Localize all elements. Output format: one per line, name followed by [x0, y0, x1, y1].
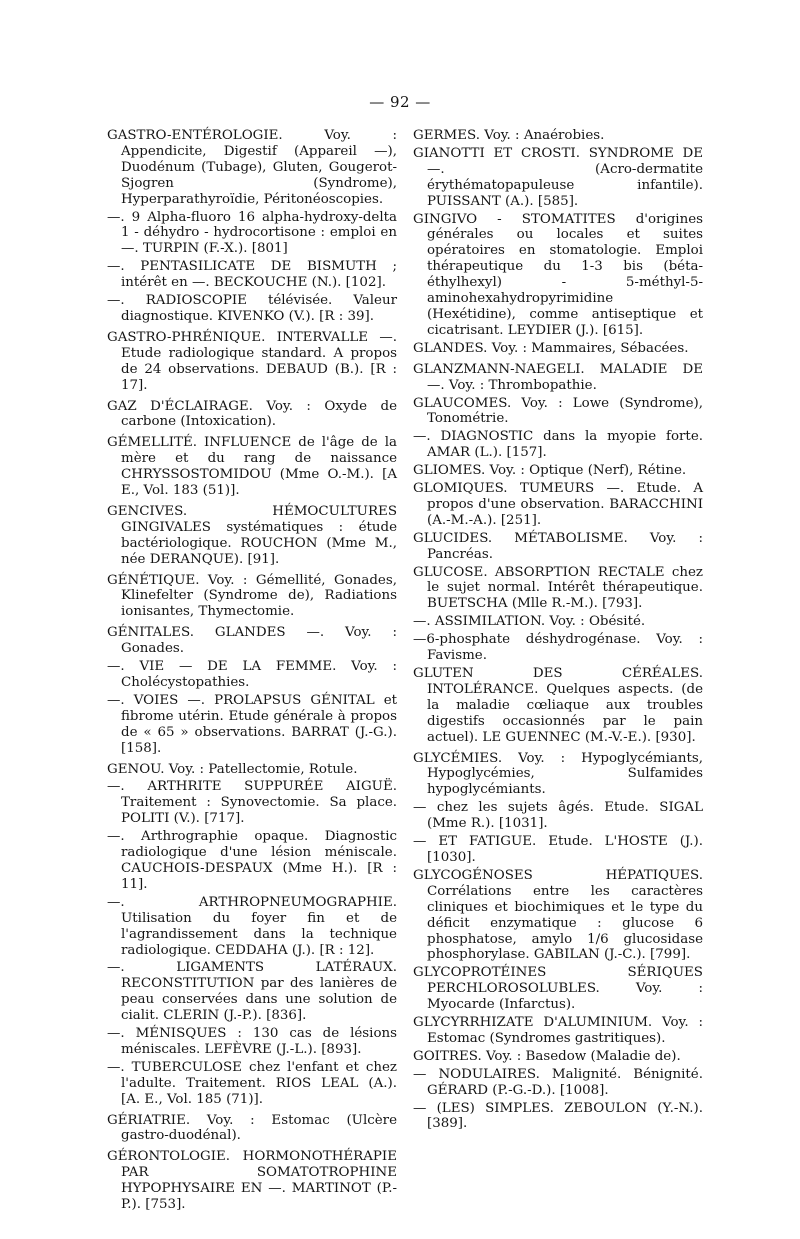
index-entry: GOITRES. Voy. : Basedow (Maladie de). [413, 1048, 681, 1064]
index-entry: GLUTEN DES CÉRÉALES. INTOLÉRANCE. Quelques aspects. (de la maladie cœliaque aux troubles digestifs occasionnés par le pain actuel). LE GUENNEC (M.-V.-E.). [930]. [413, 666, 703, 745]
right-column [413, 128, 703, 1134]
index-entry: —. Arthrographie opaque. Diagnostic radiologique d'une lésion méniscale. CAUCHOIS-DESPAUX (Mme H.). [R : 11]. [107, 829, 397, 892]
index-entry: —. PENTASILICATE DE BISMUTH ; intérêt en —. BECKOUCHE (N.). [102]. [107, 259, 397, 291]
index-entry: GÉRONTOLOGIE. HORMONOTHÉRAPIE PAR SOMATOTROPHINE HYPOPHYSAIRE EN —. MARTINOT (P.-P.). [753]. [107, 1149, 397, 1213]
left-column [107, 128, 397, 1215]
index-entry: — NODULAIRES. Malignité. Bénignité. GÉRARD (P.-G.-D.). [1008]. [413, 1066, 703, 1098]
index-entry: GLUCOSE. ABSORPTION RECTALE chez le sujet normal. Intérêt thérapeutique. BUETSCHA (Mlle R.-M.). [793]. [413, 564, 703, 612]
index-entry: — chez les sujets âgés. Etude. SIGAL (Mme R.). [1031]. [413, 800, 703, 832]
index-entry: GERMES. Voy. : Anaérobies. [413, 128, 605, 143]
index-entry: —. VIE — DE LA FEMME. Voy. : Cholécystopathies. [107, 659, 397, 690]
index-entry: GLUCIDES. MÉTABOLISME. Voy. : Pancréas. [413, 530, 703, 562]
index-entry: —. VOIES —. PROLAPSUS GÉNITAL et fibrome utérin. Etude générale à propos de « 65 » observations. BARRAT (J.-G.). [158]. [107, 692, 397, 756]
index-entry: GLIOMES. Voy. : Optique (Nerf), Rétine. [413, 463, 687, 479]
index-entry: —. DIAGNOSTIC dans la myopie forte. AMAR (L.). [157]. [413, 429, 703, 461]
index-entry: GENOU. Voy. : Patellectomie, Rotule. [107, 761, 358, 777]
index-entry: —. LIGAMENTS LATÉRAUX. RECONSTITUTION par des lanières de peau conservées dans une solution de cialit. CLERIN (J.-P.). [836]. [107, 960, 397, 1024]
index-entry: GLYCOPROTÉINES SÉRIQUES PERCHLOROSOLUBLES. Voy. : Myocarde (Infarctus). [413, 965, 703, 1013]
index-entry: GLOMIQUES. TUMEURS —. Etude. A propos d'une observation. BARACCHINI (A.-M.-A.). [251]. [413, 481, 703, 528]
index-entry: —. ARTHROPNEUMOGRAPHIE. Utilisation du foyer fin et de l'agrandissement dans la technique radiologique. CEDDAHA (J.). [R : 12]. [107, 894, 397, 958]
index-entry: GÉNITALES. GLANDES —. Voy. : Gonades. [107, 625, 397, 657]
index-entry: GINGIVO - STOMATITES d'origines générales ou locales et suites opératoires en stomatologie. Emploi thérapeutique du 1-3 bis (béta-éthylhexyl) - 5-méthyl-5-aminohexahydropyrimidine (Hexétidine), comme antiseptique et cicatrisant. LEYDIER (J.). [615]. [413, 211, 703, 338]
index-entry: —. RADIOSCOPIE télévisée. Valeur diagnostique. KIVENKO (V.). [R : 39]. [107, 293, 397, 324]
index-entry: —. TUBERCULOSE chez l'enfant et chez l'adulte. Traitement. RIOS LEAL (A.). [A. E., Vol. 185 (71)]. [107, 1059, 397, 1107]
index-entry: GIANOTTI ET CROSTI. SYNDROME DE —. (Acro-dermatite érythématopapuleuse infantile). PUISSANT (A.). [585]. [413, 145, 703, 209]
index-entry: GÉRIATRIE. Voy. : Estomac (Ulcère gastro-duodénal). [107, 1112, 397, 1144]
index-entry: —6-phosphate déshydrogénase. Voy. : Favisme. [413, 632, 703, 664]
index-entry: — ET FATIGUE. Etude. L'HOSTE (J.). [1030]. [413, 834, 703, 865]
page-number: — 92 — [369, 93, 431, 111]
index-entry: GAZ D'ÉCLAIRAGE. Voy. : Oxyde de carbone (Intoxication). [107, 398, 397, 430]
index-entry: GLANDES. Voy. : Mammaires, Sébacées. [413, 340, 689, 356]
index-entry: GLYCOGÉNOSES HÉPATIQUES. Corrélations entre les caractères cliniques et biochimiques et le type du déficit enzymatique : glucose 6 phosphatose, amylo 1/6 glucosidase phosphorylase. GABILAN (J.-C.). [799]. [413, 867, 703, 963]
index-entry: —. ASSIMILATION. Voy. : Obésité. [413, 614, 646, 630]
index-entry: —. ARTHRITE SUPPURÉE AIGUË. Traitement : Synovectomie. Sa place. POLITI (V.). [717]. [107, 779, 397, 827]
index-entry: GLYCÉMIES. Voy. : Hypoglycémiants, Hypoglycémies, Sulfamides hypoglycémiants. [413, 750, 703, 798]
index-entry: GASTRO-ENTÉROLOGIE. Voy. : Appendicite, Digestif (Appareil —), Duodénum (Tubage), Gluten, Gougerot-Sjogren (Syndrome), Hyperparathyroïdie, Péritonéoscopies. [107, 128, 397, 207]
index-entry: GLANZMANN-NAEGELI. MALADIE DE —. Voy. : Thrombopathie. [413, 361, 703, 393]
index-entry: GASTRO-PHRÉNIQUE. INTERVALLE —. Etude radiologique standard. A propos de 24 observations. DEBAUD (B.). [R : 17]. [107, 329, 397, 393]
index-entry: —. MÉNISQUES : 130 cas de lésions méniscales. LEFÈVRE (J.-L.). [893]. [107, 1026, 397, 1057]
index-entry: GLAUCOMES. Voy. : Lowe (Syndrome), Tonométrie. [413, 395, 703, 427]
index-entry: GENCIVES. HÉMOCULTURES GINGIVALES systématiques : étude bactériologique. ROUCHON (Mme M., née DERANQUE). [91]. [107, 503, 397, 567]
index-entry: —. 9 Alpha-fluoro 16 alpha-hydroxy-delta 1 - déhydro - hydrocortisone : emploi en —. TURPIN (F.-X.). [801] [107, 209, 397, 257]
index-entry: GÉMELLITÉ. INFLUENCE de l'âge de la mère et du rang de naissance CHRYSSOSTOMIDOU (Mme O.-M.). [A E., Vol. 183 (51)]. [107, 435, 397, 499]
index-entry: GÉNÉTIQUE. Voy. : Gémellité, Gonades, Klinefelter (Syndrome de), Radiations ionisantes, Thymectomie. [107, 572, 397, 620]
index-entry: GLYCYRRHIZATE D'ALUMINIUM. Voy. : Estomac (Syndromes gastritiques). [413, 1015, 703, 1046]
index-entry: — (LES) SIMPLES. ZEBOULON (Y.-N.). [389]. [413, 1100, 703, 1132]
